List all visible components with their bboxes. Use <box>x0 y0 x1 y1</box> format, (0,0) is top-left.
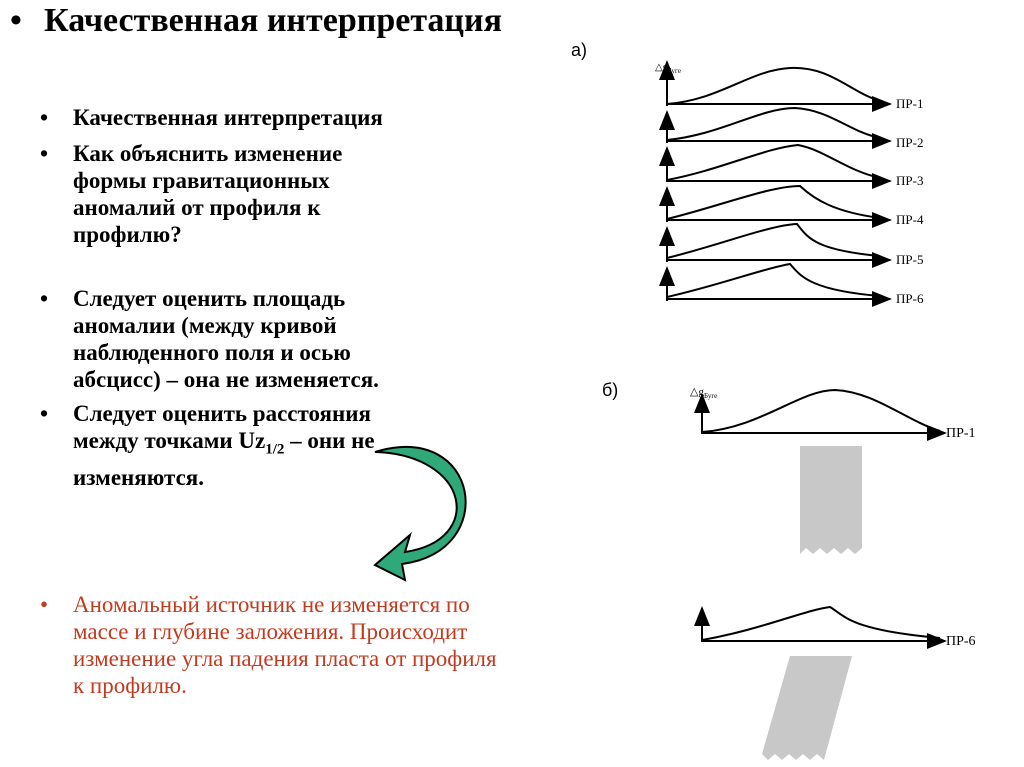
title-bullet: • <box>10 2 22 39</box>
bullet-text: Аномальный источник не изменяется по массе и глубине заложения. Происходит изменение угла падения пласта от профиля к профилю. <box>73 592 497 698</box>
profile-label: ПР-1 <box>946 426 976 441</box>
figure-label-b: б) <box>602 380 619 400</box>
bullet-dot: • <box>40 592 49 617</box>
title-text: Качественная интерпретация <box>44 2 503 39</box>
curved-arrow-icon <box>375 447 466 580</box>
bullet-dot: • <box>40 401 49 426</box>
profile-label: ПР-6 <box>896 291 924 306</box>
inclined-layer-block <box>762 656 852 760</box>
bullet-text: Следует оценить расстояния между точками $Uz_{1/2}$ – они не изменяются. <box>73 401 375 490</box>
profile-label: ПР-2 <box>896 135 924 150</box>
bullet-dot: • <box>40 141 49 166</box>
vertical-layer-block <box>800 446 862 554</box>
profile-label: ПР-3 <box>896 173 924 188</box>
bullet-text: Качественная интерпретация <box>73 105 383 130</box>
svg-text:△gБуге: $\triangle g_{Буге}$ <box>655 62 681 75</box>
bullet-dot: • <box>40 286 49 311</box>
profile-label: ПР-6 <box>946 634 976 649</box>
bullet-text: Следует оценить площадь аномалии (между кривой наблюденного поля и осью абсцисс) – она не изменяется. <box>73 286 379 392</box>
profile-label: ПР-1 <box>896 96 924 111</box>
figure-label-a: а) <box>571 40 588 60</box>
profiles-figure-a <box>667 62 890 301</box>
svg-text:△gБуге: $\triangle g_{Буге}$ <box>690 386 718 400</box>
bullet-text: Как объяснить изменение формы гравитационных аномалий от профиля к профилю? <box>73 141 343 247</box>
profile-label: ПР-4 <box>896 212 924 227</box>
bullet-dot: • <box>40 105 49 130</box>
profile-label: ПР-5 <box>896 252 924 267</box>
